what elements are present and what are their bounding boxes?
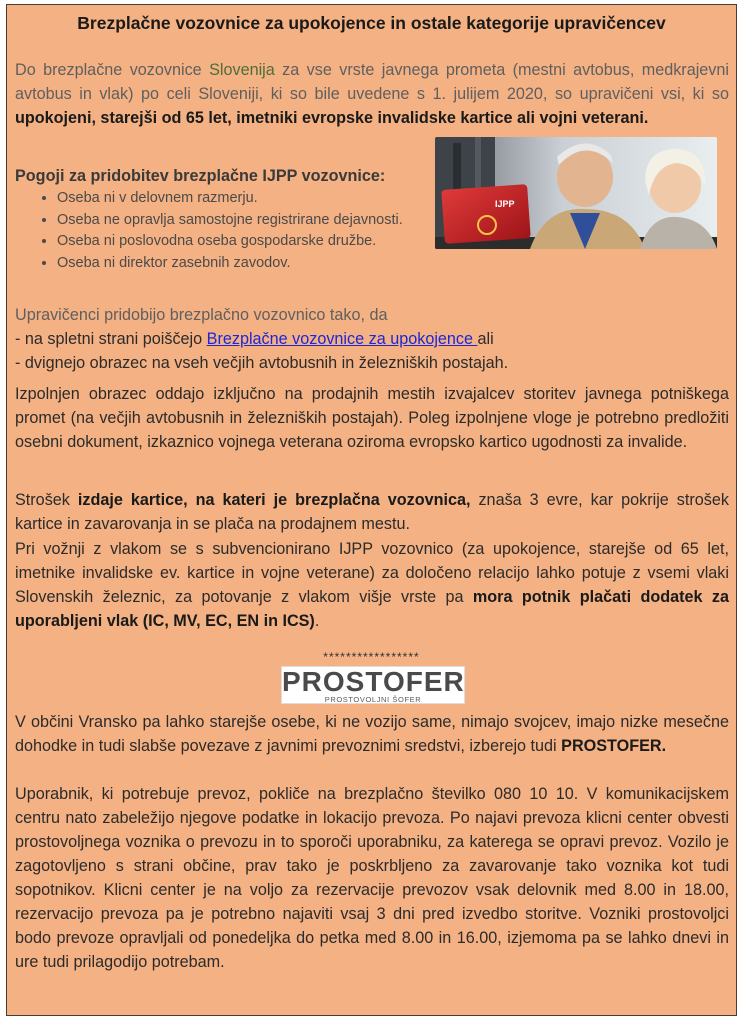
cost-paragraph (15, 488, 729, 536)
condition-item: • Oseba ni v delovnem razmerju. (57, 188, 457, 210)
intro-text-a: Do brezplačne vozovnice (15, 61, 210, 79)
seniors-illustration (435, 137, 717, 249)
prostofer-intro-text: V občini Vransko pa lahko starejše osebe, ki ne vozijo same, nimajo svojcev, imajo nizke mesečne dohodke in tudi slabše povezave z javnimi prevoznimi sredstvi, izberejo tudi (15, 713, 729, 755)
obtain-line-2 (15, 327, 729, 351)
obtain-line-2-text: - na spletni strani poiščejo (15, 330, 207, 348)
free-tickets-link[interactable]: Brezplačne vozovnice za upokojence (206, 330, 478, 348)
page-title: Brezplačne vozovnice za upokojence in ostale kategorije upravičencev (77, 13, 666, 33)
train-text-a: Pri vožnji z vlakom se s subvencionirano IJPP vozovnico (za upokojence, starejše od 65 let, imetnike invalidske ev. kartice in vojne veterane) za določeno relacijo lahko potuje z vsemi vlaki Slovenskih železnic, za potovanje z vlakom višje vrste pa (15, 540, 729, 606)
train-bold: mora potnik plačati dodatek za uporabljeni vlak (IC, MV, EC, EN in ICS) (15, 588, 729, 630)
intro-paragraph (15, 58, 729, 130)
submit-paragraph: Izpolnjen obrazec oddajo izključno na prodajnih mestih izvajalcev storitev javnega potniškega promet (na večjih avtobusnih in železniških postajah). Poleg izpolnjene vloge je potrebno predložiti osebni dokument, izkaznico vojnega veterana oziroma evropsko kartico ugodnosti za invalide. (15, 385, 729, 451)
intro-eligible-bold: upokojeni, starejši od 65 let, imetniki evropske invalidske kartice ali vojni veterani. (15, 109, 649, 127)
prostofer-bold: PROSTOFER. (561, 737, 667, 755)
conditions-list (35, 188, 457, 274)
condition-item: • Oseba ni direktor zasebnih zavodov. (57, 253, 457, 275)
obtain-line-3: - dvignejo obrazec na vseh večjih avtobusnih in železniških postajah. (15, 354, 509, 372)
cost-text-b: znaša 3 evre, kar pokrije strošek kartice in zavarovanja in se plača na prodajnem mestu. (15, 491, 729, 533)
condition-item: • Oseba ne opravlja samostojne registrirane dejavnosti. (57, 210, 457, 232)
prostofer-intro-paragraph (15, 710, 729, 758)
stars-divider: ***************** (323, 650, 420, 664)
obtain-line-2-or: ali (477, 330, 494, 348)
intro-slovenija: Slovenija (209, 61, 275, 79)
flyer-page (6, 4, 737, 1016)
condition-item: • Oseba ni poslovodna oseba gospodarske družbe. (57, 231, 457, 253)
prostofer-details-paragraph: Uporabnik, ki potrebuje prevoz, pokliče na brezplačno številko 080 10 10. V komunikacijskem centru nato zabeležijo njegove podatke in lokacijo prevoza. Po najavi prevoza klicni center obvesti prostovoljnega voznika o prevozu in to sporoči uporabniku, za katerega se opravi prevoz. Vozilo je zagotovljeno s strani občine, prav tako je poskrbljeno za zavarovanje tako voznika kot tudi sopotnikov. Klicni center je na voljo za rezervacije prevozov vsak delovnik med 8.00 in 18.00, rezervacijo prevoza pa je potrebno najaviti vsaj 3 dni pred izvedbo storitve. Vozniki prostovoljci bodo prevoze opravljali od ponedeljka do petka med 8.00 in 16.00, izjemoma pa se lahko dnevi in ure tudi prilagodijo potrebam. (15, 785, 729, 971)
prostofer-logo-tagline: PROSTOVOLJNI ŠOFER (324, 695, 422, 704)
prostofer-logo (281, 666, 465, 704)
seniors-photo (435, 137, 717, 249)
train-text-b: . (314, 612, 320, 630)
intro-text-b: za vse vrste javnega prometa (mestni avtobus, medkrajevni avtobus in vlak) po celi Sloveniji, ki so bile uvedene s 1. julijem 2020, so upravičeni vsi, ki so (15, 61, 729, 103)
cost-text-a: Strošek (15, 491, 78, 509)
conditions-heading: Pogoji za pridobitev brezplačne IJPP vozovnice: (15, 167, 386, 185)
prostofer-logo-name: PROSTOFER (282, 666, 465, 697)
card-ijpp-label: IJPP (495, 199, 515, 209)
obtain-line-1: Upravičenci pridobijo brezplačno vozovnico tako, da (15, 306, 388, 324)
cost-bold: izdaje kartice, na kateri je brezplačna vozovnica, (77, 491, 471, 509)
train-paragraph (15, 537, 729, 633)
